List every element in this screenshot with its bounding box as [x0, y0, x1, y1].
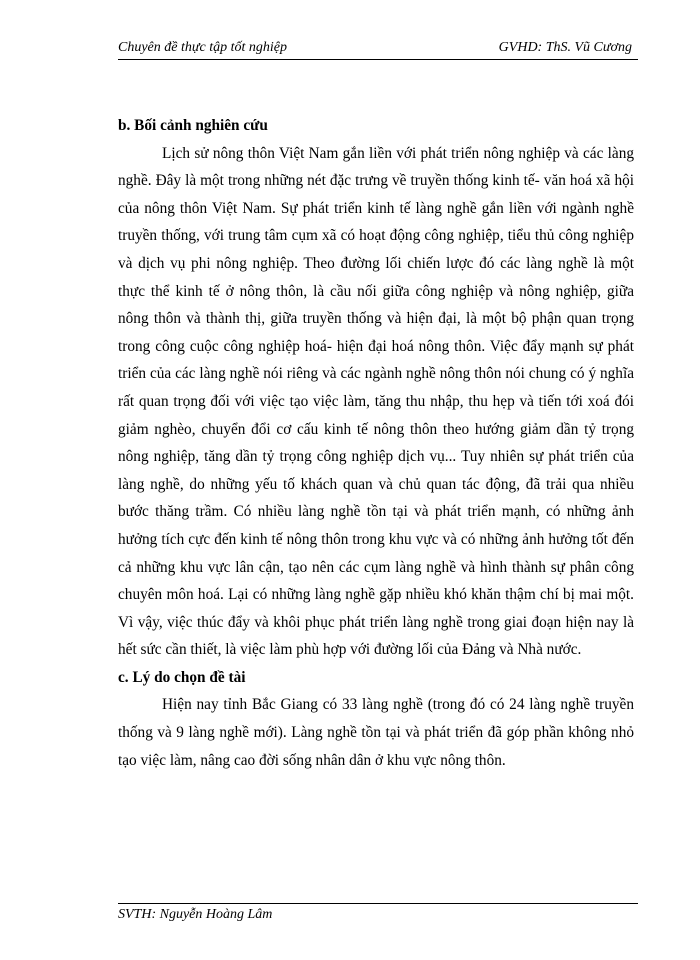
section-heading-reason: c. Lý do chọn đề tài — [118, 668, 246, 686]
header-divider — [118, 59, 638, 60]
header-supervisor: GVHD: ThS. Vũ Cương — [498, 40, 632, 55]
section-paragraph-reason: Hiện nay tỉnh Bắc Giang có 33 làng nghề (trong đó có 24 làng nghề truyền thống và 9 làng nghề mới). Làng nghề tồn tại và phát triển đã góp phần không nhỏ tạo việc làm, nâng cao đời sống nhân dân ở khu vực nông thôn. — [118, 696, 634, 769]
header-document-title: Chuyên đề thực tập tốt nghiệp — [118, 40, 287, 55]
section-paragraph-context: Lịch sử nông thôn Việt Nam gắn liền với phát triển nông nghiệp và các làng nghề. Đây là một trong những nét đặc trưng về truyền thống kinh tế- văn hoá xã hội của nông thôn Việt Nam. Sự phát triển kinh tế làng nghề gắn liền với ngành nghề truyền thống, với trung tâm cụm xã có hoạt động công nghiệp, tiểu thủ công nghiệp và dịch vụ phi nông nghiệp. Theo đường lối chiến lược đó các làng nghề là một thực thể kinh tế ở nông thôn, là cầu nối giữa công nghiệp và nông nghiệp, giữa nông thôn và thành thị, giữa truyền thống và hiện đại, là một bộ phận quan trọng trong công cuộc công nghiệp hoá- hiện đại hoá nông thôn. Việc đẩy mạnh sự phát triển của các làng nghề nói riêng và các ngành nghề nông thôn nói chung có ý nghĩa rất quan trọng đối với việc tạo việc làm, tăng thu nhập, thu hẹp và tiến tới xoá đói giảm nghèo, chuyển đổi cơ cấu kinh tế nông thôn theo hướng giảm dần tỷ trọng nông nghiệp, tăng dần tỷ trọng công nghiệp dịch vụ... Tuy nhiên sự phát triển của làng nghề, do những yếu tố khách quan và chủ quan tác động, đã trải qua nhiều bước thăng trầm. Có nhiều làng nghề tồn tại và phát triển mạnh, có những ảnh hưởng tích cực đến kinh tế nông thôn trong khu vực và có những ảnh hưởng tốt đến cả những khu vực lân cận, tạo nên các cụm làng nghề và hình thành sự phân công chuyên môn hoá. Lại có những làng nghề gặp nhiều khó khăn thậm chí bị mai một. Vì vậy, việc thúc đẩy và khôi phục phát triển làng nghề trong giai đoạn hiện nay là hết sức cần thiết, là việc làm phù hợp với đường lối của Đảng và Nhà nước. — [118, 144, 634, 659]
section-heading-context: b. Bối cảnh nghiên cứu — [118, 117, 268, 134]
page-header — [118, 38, 638, 58]
footer-divider — [118, 903, 638, 904]
footer-student: SVTH: Nguyễn Hoàng Lâm — [118, 907, 273, 922]
page-body — [118, 112, 634, 774]
